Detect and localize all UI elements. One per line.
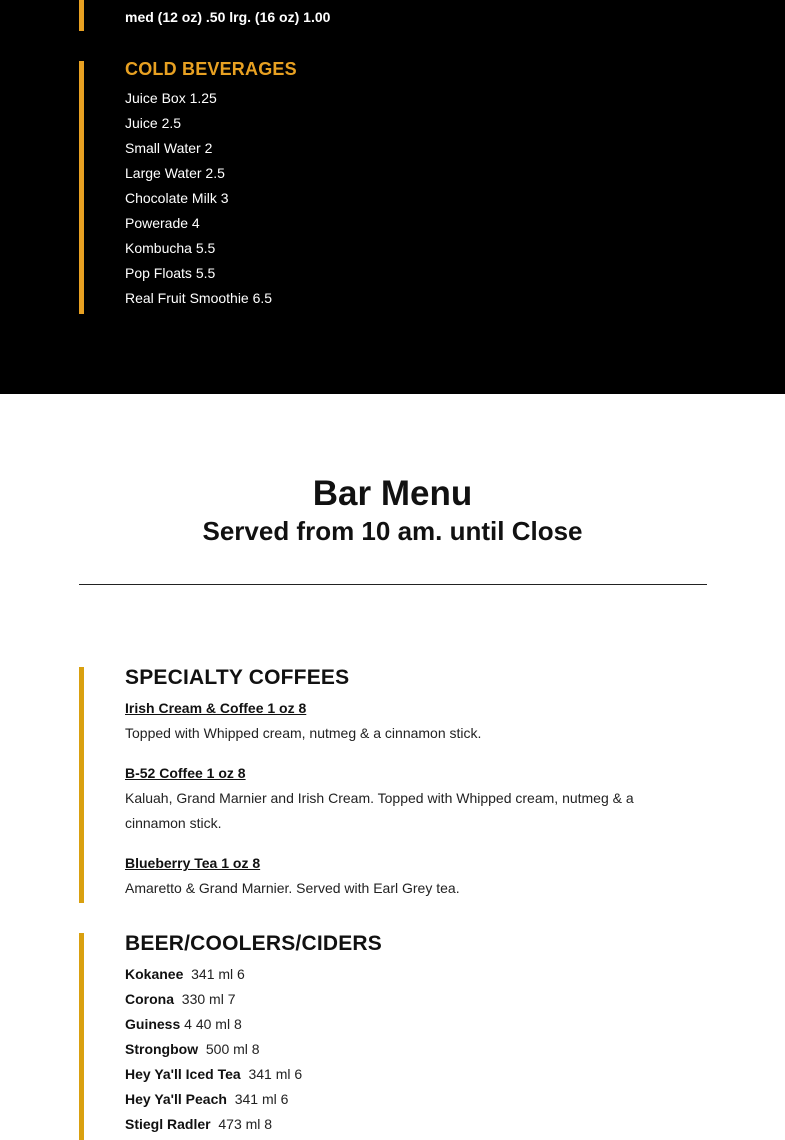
- bar-menu-section: [0, 394, 785, 1140]
- drink-detail: 473 ml 8: [218, 1116, 273, 1132]
- beer-coolers-ciders-title: BEER/COOLERS/CIDERS: [125, 932, 382, 955]
- coffee-name: Blueberry Tea 1 oz 8: [125, 855, 261, 871]
- coffee-item: [125, 851, 685, 901]
- drink-name: Guiness: [125, 1016, 181, 1032]
- drink-name: Hey Ya'll Peach: [125, 1091, 227, 1107]
- cold-beverages-block: [79, 61, 679, 314]
- drink-name: Strongbow: [125, 1041, 199, 1057]
- accent-bar: [79, 667, 84, 903]
- drink-name: Corona: [125, 991, 174, 1007]
- coffee-description: Kaluah, Grand Marnier and Irish Cream. Topped with Whipped cream, nutmeg & a cinnamon stick.: [125, 790, 634, 831]
- divider: [79, 584, 707, 585]
- dark-menu-section: [0, 0, 785, 394]
- drink-detail: 341 ml 6: [234, 1091, 289, 1107]
- list-item: Powerade 4: [125, 215, 200, 231]
- coffee-name: B-52 Coffee 1 oz 8: [125, 765, 246, 781]
- list-item: Large Water 2.5: [125, 165, 225, 181]
- list-item: Juice 2.5: [125, 115, 182, 131]
- list-item: Real Fruit Smoothie 6.5: [125, 290, 273, 306]
- beer-list: [125, 962, 382, 1137]
- accent-bar: [79, 933, 84, 1140]
- list-item: Juice Box 1.25: [125, 90, 217, 106]
- coffee-name: Irish Cream & Coffee 1 oz 8: [125, 700, 307, 716]
- list-item: Kombucha 5.5: [125, 240, 216, 256]
- list-item: [125, 962, 382, 987]
- drink-detail: 500 ml 8: [205, 1041, 260, 1057]
- specialty-coffees-block: [79, 667, 707, 903]
- list-item: [125, 1012, 382, 1037]
- list-item: [125, 1037, 382, 1062]
- drink-detail: 330 ml 7: [181, 991, 236, 1007]
- list-item: [125, 1112, 382, 1137]
- drink-name: Stiegl Radler: [125, 1116, 211, 1132]
- coffee-item: [125, 761, 685, 836]
- page-title: Bar Menu: [312, 474, 473, 513]
- beer-coolers-ciders-block: [79, 933, 707, 1140]
- hot-beverage-size-line: med (12 oz) .50 lrg. (16 oz) 1.00: [125, 9, 331, 25]
- page-subtitle: Served from 10 am. until Close: [202, 516, 583, 546]
- coffee-description: Topped with Whipped cream, nutmeg & a cinnamon stick.: [125, 725, 482, 741]
- list-item: [125, 1062, 382, 1087]
- cold-beverages-title: COLD BEVERAGES: [125, 59, 297, 79]
- cold-beverages-list: [125, 86, 297, 311]
- list-item: Pop Floats 5.5: [125, 265, 216, 281]
- drink-detail: 4 40 ml 8: [184, 1016, 242, 1032]
- list-item: [125, 1087, 382, 1112]
- specialty-coffees-title: SPECIALTY COFFEES: [125, 666, 350, 689]
- list-item: Small Water 2: [125, 140, 213, 156]
- coffee-item: [125, 696, 685, 746]
- drink-detail: 341 ml 6: [248, 1066, 303, 1082]
- accent-bar: [79, 61, 84, 314]
- drink-name: Hey Ya'll Iced Tea: [125, 1066, 241, 1082]
- drink-name: Kokanee: [125, 966, 184, 982]
- drink-detail: 341 ml 6: [191, 966, 245, 982]
- list-item: [125, 987, 382, 1012]
- list-item: Chocolate Milk 3: [125, 190, 229, 206]
- coffee-description: Amaretto & Grand Marnier. Served with Earl Grey tea.: [125, 880, 460, 896]
- accent-bar: [79, 0, 84, 31]
